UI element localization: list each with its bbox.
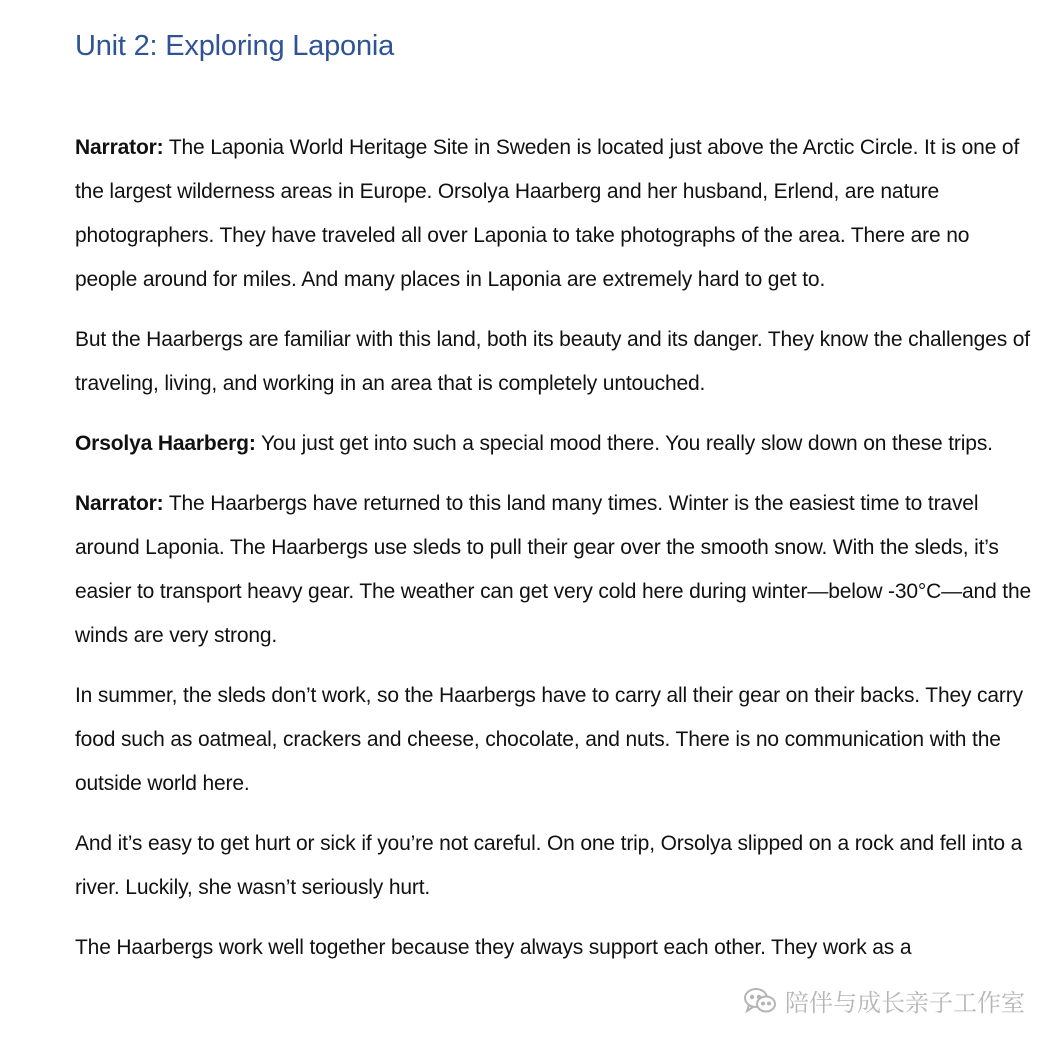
speaker-label: Narrator:	[75, 136, 164, 159]
paragraph-7	[75, 926, 1035, 970]
document-body	[75, 126, 1035, 986]
paragraph-text: In summer, the sleds don’t work, so the Haarbergs have to carry all their gear on their backs. They carry food such as oatmeal, crackers and cheese, chocolate, and nuts. There is no communication with the outside world here.	[75, 684, 1023, 795]
paragraph-6	[75, 822, 1035, 910]
speaker-label: Orsolya Haarberg:	[75, 432, 256, 455]
paragraph-text: And it’s easy to get hurt or sick if you’re not careful. On one trip, Orsolya slipped on a rock and fell into a river. Luckily, she wasn’t seriously hurt.	[75, 832, 1023, 899]
page-title: Unit 2: Exploring Laponia	[75, 30, 395, 62]
paragraph-text: The Haarbergs work well together because they always support each other. They work as a	[75, 936, 912, 959]
paragraph-text: You just get into such a special mood there. You really slow down on these trips.	[255, 432, 993, 455]
paragraph-text: The Laponia World Heritage Site in Sweden is located just above the Arctic Circle. It is one of the largest wilderness areas in Europe. Orsolya Haarberg and her husband, Erlend, are nature photographers. They have traveled all over Laponia to take photographs of the area. There are no people around for miles. And many places in Laponia are extremely hard to get to.	[75, 136, 1020, 291]
paragraph-text: But the Haarbergs are familiar with this land, both its beauty and its danger. They know the challenges of traveling, living, and working in an area that is completely untouched.	[75, 328, 1030, 395]
paragraph-2	[75, 318, 1035, 406]
paragraph-text: The Haarbergs have returned to this land many times. Winter is the easiest time to travel around Laponia. The Haarbergs use sleds to pull their gear over the smooth snow. With the sleds, it’s easier to transport heavy gear. The weather can get very cold here during winter—below -30°C—and the winds are very strong.	[75, 492, 1032, 647]
watermark-label: 陪伴与成长亲子工作室	[785, 990, 1025, 1017]
paragraph-3	[75, 422, 1035, 466]
speaker-label: Narrator:	[75, 492, 164, 515]
paragraph-1	[75, 126, 1035, 302]
paragraph-4	[75, 482, 1035, 658]
wechat-icon	[743, 987, 777, 1015]
watermark	[743, 983, 1025, 1018]
paragraph-5	[75, 674, 1035, 806]
